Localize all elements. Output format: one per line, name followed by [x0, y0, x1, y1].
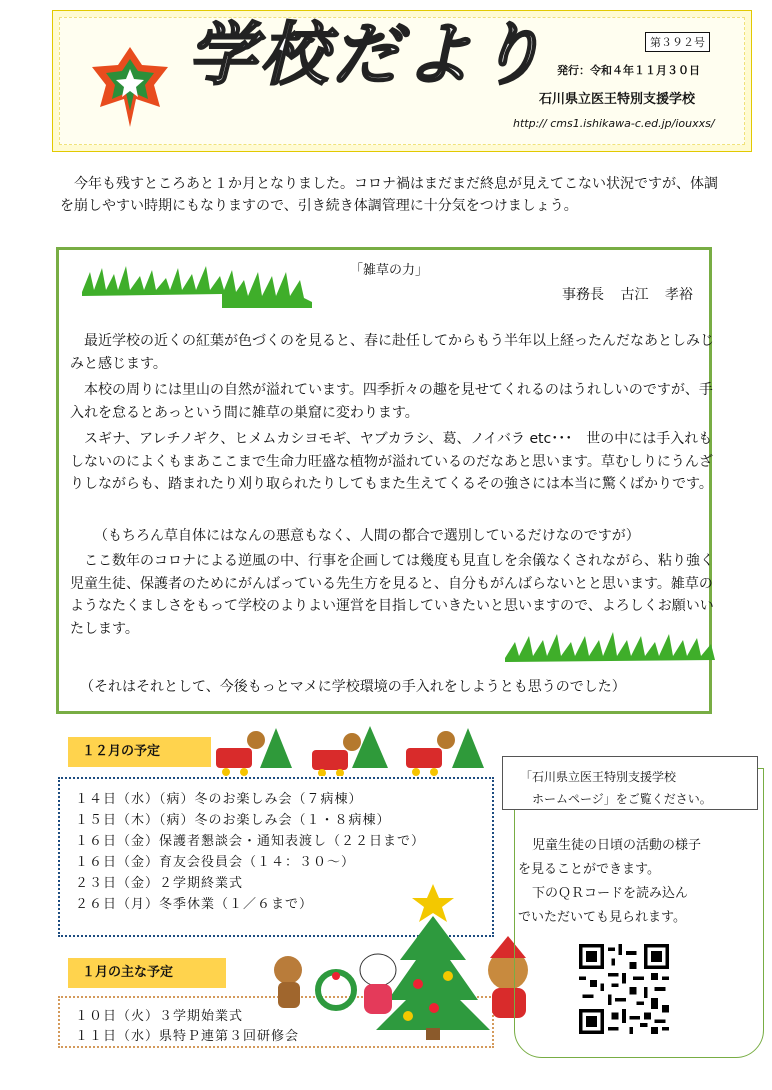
- article-paragraph: 最近学校の近くの紅葉が色づくのを見ると、春に赴任してからもう半年以上経ったんだなあとしみじみと感じます。: [70, 333, 714, 372]
- issue-number: 第３９２号: [645, 32, 710, 52]
- schedule-item: １０日（火）３学期始業式: [75, 1009, 244, 1024]
- homepage-title-line: 「石川県立医王特別支援学校: [520, 770, 677, 784]
- article-paragraph: 本校の周りには里山の自然が溢れています。四季折々の趣を見せてくれるのはうれしいのですが、手入れを怠るとあっという間に雑草の巣窟に変わります。: [70, 382, 713, 421]
- article-paragraph: （もちろん草自体にはなんの悪意もなく、人間の都合で選別しているだけなのですが）: [94, 528, 640, 544]
- issue-date: 発行：令和４年１１月３０日: [557, 64, 700, 77]
- school-url[interactable]: http:// cms1.ishikawa-c.ed.jp/iouxxs/: [513, 117, 715, 130]
- school-emblem-icon: [90, 45, 170, 129]
- page-title: 学校だより: [188, 16, 549, 95]
- schedule-item: １６日（金）育友会役員会（１４：３０～）: [75, 855, 356, 870]
- schedule-item: １１日（水）県特Ｐ連第３回研修会: [75, 1029, 300, 1044]
- intro-text: 今年も残すところあと１か月となりました。コロナ禍はまだまだ終息が見えてこない状況ですが、体調を崩しやすい時期にもなりますので、引き続き体調管理に十分気をつけましょう。: [60, 176, 718, 214]
- grass-icon: [505, 630, 715, 662]
- homepage-title-line: ホームページ」をご覧ください。: [532, 792, 712, 806]
- christmas-tree-icon: [258, 880, 538, 1040]
- schedule-item: １５日（木）（病）冬のお楽しみ会（１・８病棟）: [75, 813, 391, 828]
- article-paragraph: ここ数年のコロナによる逆風の中、行事を企画しては幾度も見直しを余儀なくされながら、粘り強く児童生徒、保護者のためにがんばっている先生方を見ると、自分もがんばらないとと思います。雑草のようなたくましさをもって学校のよりよい運営を目指していきたいと思いますので、よろしくお願いいたします。: [70, 553, 714, 637]
- schedule-item: ２３日（金）２学期終業式: [75, 876, 244, 891]
- schedule-item: １４日（水）（病）冬のお楽しみ会（７病棟）: [75, 792, 363, 807]
- santa-cart-icon: [216, 724, 488, 776]
- december-label: １２月の予定: [68, 737, 211, 767]
- article-closing: （それはそれとして、今後もっとマメに学校環境の手入れをしようとも思うのでした）: [80, 679, 626, 695]
- grass-icon: [82, 262, 312, 308]
- article-paragraph: スギナ、アレチノギク、ヒメムカシヨモギ、ヤブカラシ、葛、ノイバラ etc･･･ 世の中には手入れもしないのによくもまあここまで生命力旺盛な植物が溢れているのだなあと思います。草むしりにうんざりしながらも、踏まれたり刈り取られたりしてもまた生えてくるその強さには本当に驚くばかりです。: [70, 431, 713, 492]
- qr-code-icon[interactable]: [579, 944, 669, 1034]
- article-author: 事務長 古江 孝裕: [562, 287, 693, 303]
- homepage-text: でいただいても見られます。: [518, 910, 686, 925]
- homepage-text: 下のＱＲコードを読み込ん: [532, 886, 689, 901]
- schedule-item: １６日（金）保護者懇談会・通知表渡し（２２日まで）: [75, 834, 426, 849]
- schedule-item: ２６日（月）冬季休業（１／６まで）: [75, 897, 314, 912]
- article-title: 「雑草の力」: [350, 263, 429, 278]
- january-label: １月の主な予定: [68, 958, 226, 988]
- school-name: 石川県立医王特別支援学校: [539, 92, 696, 107]
- homepage-text: 児童生徒の日頃の活動の様子: [532, 838, 702, 853]
- homepage-text: を見ることができます。: [518, 862, 660, 877]
